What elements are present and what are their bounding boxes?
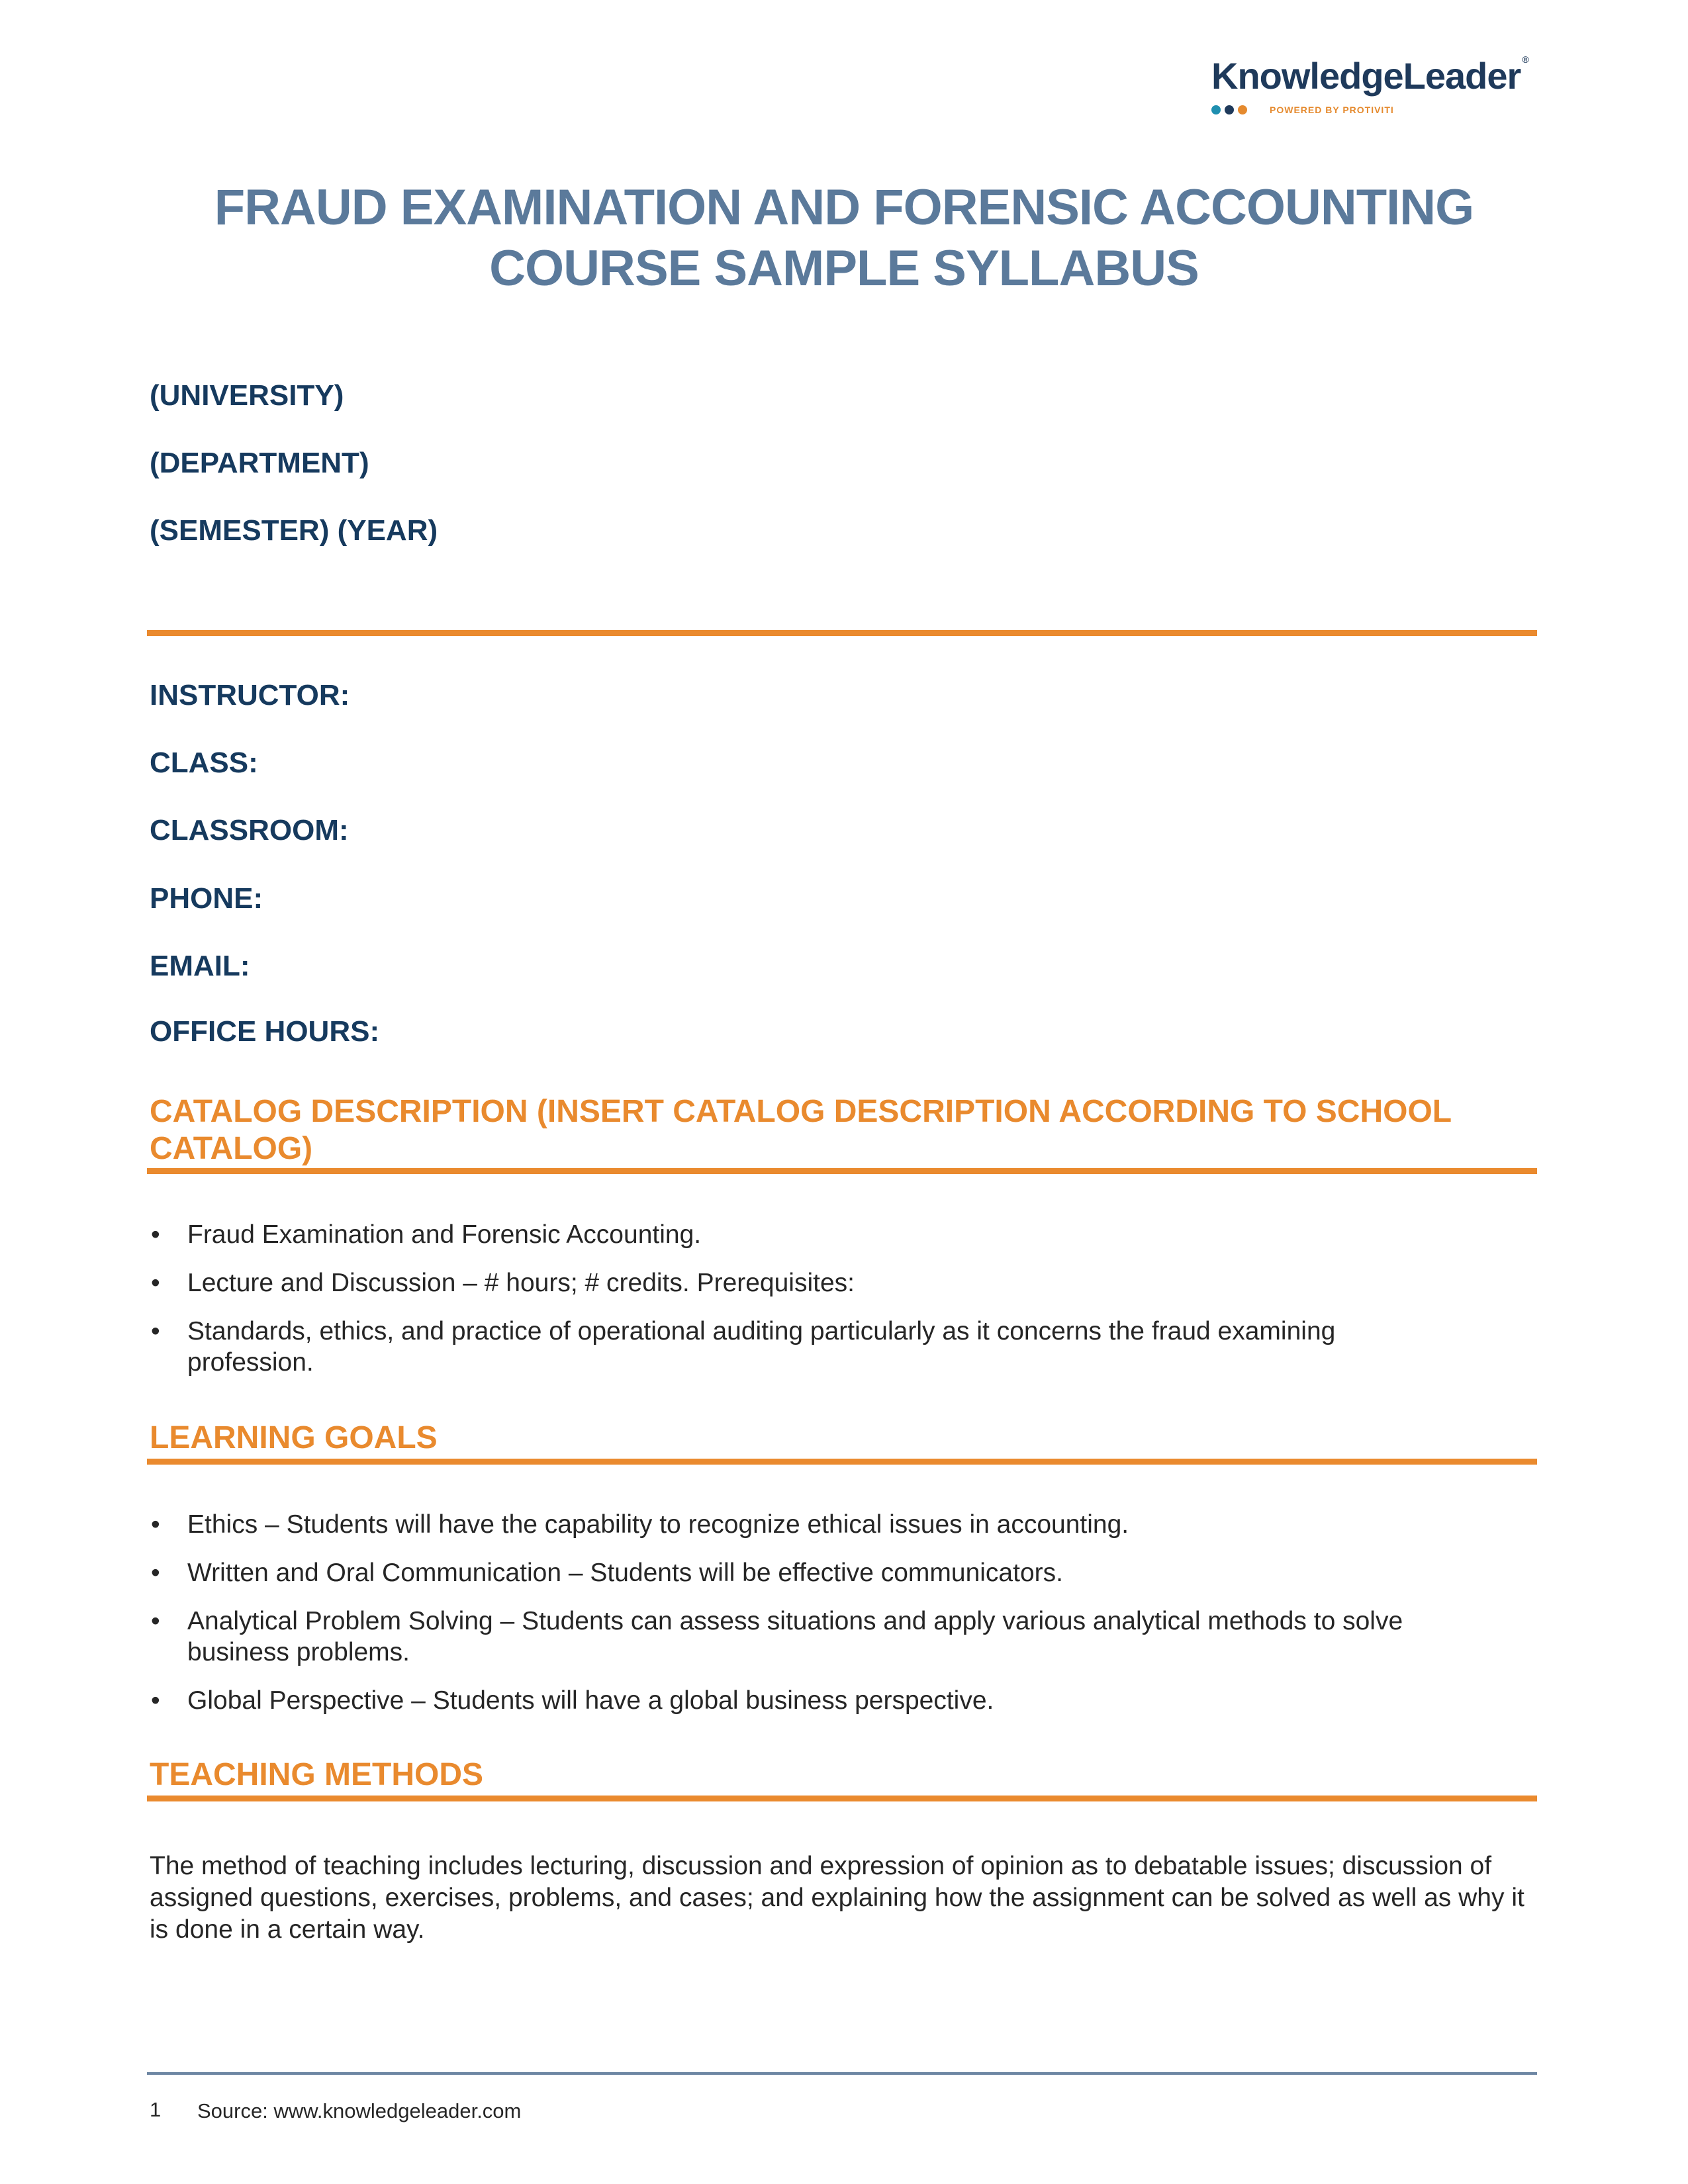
section-divider xyxy=(147,630,1537,636)
list-item: • Standards, ethics, and practice of operational auditing particularly as it concerns the fraud examining profession. xyxy=(150,1316,1458,1378)
list-item: • Fraud Examination and Forensic Accounting. xyxy=(150,1219,1540,1250)
title-line-1: FRAUD EXAMINATION AND FORENSIC ACCOUNTING xyxy=(214,179,1474,236)
list-item: • Written and Oral Communication – Students will be effective communicators. xyxy=(150,1557,1540,1588)
office-hours-label: OFFICE HOURS: xyxy=(150,1015,380,1048)
logo-dot-icon xyxy=(1211,105,1221,114)
document-title xyxy=(149,177,1539,299)
list-item: • Ethics – Students will have the capability to recognize ethical issues in accounting. xyxy=(150,1509,1540,1540)
semester-year-field: (SEMESTER) (YEAR) xyxy=(150,514,438,547)
learning-goals-underline xyxy=(147,1459,1537,1465)
list-item: • Global Perspective – Students will have a global business perspective. xyxy=(150,1685,1540,1716)
knowledgeleader-logo xyxy=(1211,54,1529,127)
logo-dot-icon xyxy=(1225,105,1234,114)
classroom-label: CLASSROOM: xyxy=(150,814,349,846)
class-label: CLASS: xyxy=(150,747,258,779)
university-field: (UNIVERSITY) xyxy=(150,379,344,412)
department-field: (DEPARTMENT) xyxy=(150,447,369,479)
catalog-description-list xyxy=(150,1219,1540,1378)
logo-wordmark: KnowledgeLeader ® xyxy=(1211,54,1528,97)
phone-label: PHONE: xyxy=(150,882,263,915)
source-citation: Source: www.knowledgeleader.com xyxy=(197,2099,522,2122)
footer-divider xyxy=(147,2072,1537,2075)
learning-goals-heading: LEARNING GOALS xyxy=(150,1420,438,1455)
teaching-methods-heading: TEACHING METHODS xyxy=(150,1757,483,1792)
catalog-heading-underline xyxy=(147,1168,1537,1174)
learning-goals-list xyxy=(150,1509,1540,1716)
instructor-label: INSTRUCTOR: xyxy=(150,679,350,711)
logo-tagline: POWERED BY PROTIVITI xyxy=(1270,105,1394,115)
logo-dot-icon xyxy=(1238,105,1247,114)
catalog-description-heading: CATALOG DESCRIPTION (INSERT CATALOG DESCRIPTION ACCORDING TO SCHOOL CATALOG) xyxy=(150,1094,1452,1166)
list-item: • Lecture and Discussion – # hours; # credits. Prerequisites: xyxy=(150,1267,1540,1298)
list-item: • Analytical Problem Solving – Students can assess situations and apply various analytical methods to solve business problems. xyxy=(150,1606,1511,1668)
teaching-methods-text: The method of teaching includes lecturing, discussion and expression of opinion as to debatable issues; discussion of assigned questions, exercises, problems, and cases; and explaining how the assignment can be solved as well as why it is done in a certain way. xyxy=(150,1852,1524,1944)
teaching-methods-underline xyxy=(147,1796,1537,1801)
title-line-2: COURSE SAMPLE SYLLABUS xyxy=(489,240,1199,296)
logo-subline xyxy=(1211,105,1394,115)
page-number: 1 xyxy=(150,2098,162,2121)
email-label: EMAIL: xyxy=(150,950,250,982)
registered-mark: ® xyxy=(1522,54,1528,65)
